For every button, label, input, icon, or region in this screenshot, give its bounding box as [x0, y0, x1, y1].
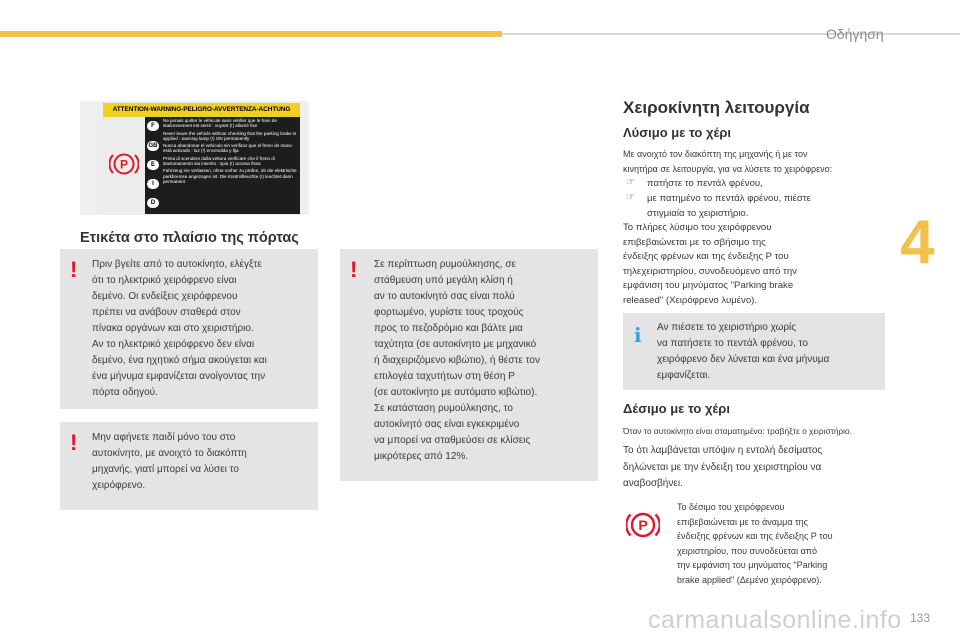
page-number: 133 [910, 611, 931, 625]
flag-badge: F [147, 121, 159, 131]
header-rule [502, 33, 960, 35]
warning-icon: ! [70, 430, 78, 455]
flag-badge: GB [148, 143, 158, 149]
warning-text: Πριν βγείτε από το αυτοκίνητο, ελέγξτε ότι το ηλεκτρικό χειρόφρενο είναι δεμένο. Οι ενδείξεις χειρόφρενου πρέπει να ανάβουν σταθερά στον πίνακα οργάνων και στο χειριστήριο. Αν το ηλεκτρικό χειρόφρενο δεν είναι δεμένο, ένα ηχητικό σήμα ακούγεται και ένα μήνυμα εμφανίζεται ανοίγοντας την πόρτα οδηγού. [92, 259, 267, 398]
release-step: πατήστε το πεντάλ φρένου, [647, 178, 763, 189]
door-label-image [103, 103, 300, 214]
door-label-heading: Ετικέτα στο πλαίσιο της πόρτας [80, 230, 299, 246]
apply-intro: Όταν το αυτοκίνητο είναι σταματημένο: τραβήξτε ο χειριστήριο. [623, 426, 852, 436]
chapter-number: 4 [900, 208, 935, 277]
flag-badge: D [147, 198, 159, 208]
warning-icon: ! [70, 257, 78, 282]
release-intro: Με ανοιχτό τον διακόπτη της μηχανής ή με τον κινητήρα σε λειτουργία, για να λύσετε το χειρόφρενο: [623, 149, 833, 174]
section-title: Οδήγηση [826, 26, 884, 42]
svg-text:P: P [119, 157, 129, 172]
page-title: Χειροκίνητη λειτουργία [623, 98, 810, 117]
bullet-icon: ☞ [626, 192, 635, 203]
label-icon-panel [103, 117, 145, 214]
label-language-flags [145, 117, 161, 214]
label-line: Ne jamais quitter le véhicule sans vérifier que le frein de stationnement est serré : voyant (!) allumé fixe [163, 118, 277, 129]
bullet-icon: ☞ [626, 177, 635, 188]
release-step: με πατημένο το πεντάλ φρένου, πιέστε στιγμιαία το χειριστήριο. [647, 193, 811, 219]
release-heading: Λύσιμο με το χέρι [623, 125, 731, 140]
label-line: Nunca abandonar el vehículo sin verificar que el freno de mano está activado : luz (!) encendida y fija [163, 143, 292, 154]
info-icon: i [634, 323, 642, 347]
label-line: Fahrzeug nie verlassen, ohne vorher zu prüfen, ob die elektrische parkbremse angezogen ist. Die Kontrollleuchte (!) leuchtet dann permanent [163, 168, 297, 184]
parking-brake-icon [109, 149, 139, 179]
apply-body: Το ότι λαμβάνεται υπόψιν η εντολή δεσίματος δηλώνεται με την ένδειξη του χειριστηρίου να αναβοσβήνει. [623, 445, 823, 489]
label-line: Never leave the vehicle without checking that the parking brake is applied : warning lamp (!) ON permanently [163, 130, 297, 141]
label-line: Prima di scendere dalla vettura verificare che il freno di stazionamento sia inserito : spia (!) accesa fissa [163, 155, 275, 167]
parking-brake-icon [626, 508, 660, 542]
watermark: carmanualsonline.info [648, 606, 902, 634]
warning-text: Σε περίπτωση ρυμούλκησης, σε στάθμευση υπό μεγάλη κλίση ή αν το αυτοκίνητό σας είναι πολύ φορτωμένο, γυρίστε τους τροχούς προς το πεζοδρόμιο και βάλτε μια ταχύτητα (σε αυτοκίνητο με μηχανικό ή διαχειριζόμενο κιβώτιο), ή θέστε τον επιλογέα ταχυτήτων στη θέση P (σε αυτοκίνητο με αυτόματο κιβώτιο). Σε κατάσταση ρυμούλκησης, το αυτοκίνητό σας είναι εγκεκριμένο να μπορεί να σταθμεύσει σε κλίσεις μικρότερες από 12%. [374, 259, 540, 462]
info-text: Αν πιέσετε το χειριστήριο χωρίς να πατήσετε το πεντάλ φρένου, το χειρόφρενο δεν λύνεται και ένα μήνυμα εμφανίζεται. [657, 322, 830, 381]
warning-icon: ! [350, 257, 358, 282]
warning-text: Μην αφήνετε παιδί μόνο του στο αυτοκίνητο, με ανοιχτό το διακόπτη μηχανής, γιατί μπορεί να λύσει το χειρόφρενο. [92, 432, 247, 491]
label-text [163, 117, 297, 214]
release-body: Το πλήρες λύσιμο του χειρόφρενου επιβεβαιώνεται με το σβήσιμο της ένδειξης φρένων και της ένδειξης P του τηλεχειριστηρίου, συνοδευόμενο από την εμφάνιση του μηνύματος "Parking brake released" (Χειρόφρενο λυμένο). [623, 222, 797, 306]
apply-confirm: Το δέσιμο του χειρόφρενου επιβεβαιώνεται με το άναμμα της ένδειξης φρένων και της ένδειξης P του χειριστηρίου, που συνοδεύεται από την εμφάνιση του μηνύματος "Parking brake applied" (Δεμένο χειρόφρενο). [677, 502, 833, 585]
flag-badge: E [147, 160, 159, 170]
svg-text:P: P [638, 517, 648, 533]
flag-badge: I [147, 179, 159, 189]
header-accent-bar [0, 31, 502, 37]
apply-heading: Δέσιμο με το χέρι [623, 401, 730, 416]
label-header: ATTENTION-WARNING-PELIGRO-AVVERTENZA-ACHTUNG [103, 103, 300, 117]
